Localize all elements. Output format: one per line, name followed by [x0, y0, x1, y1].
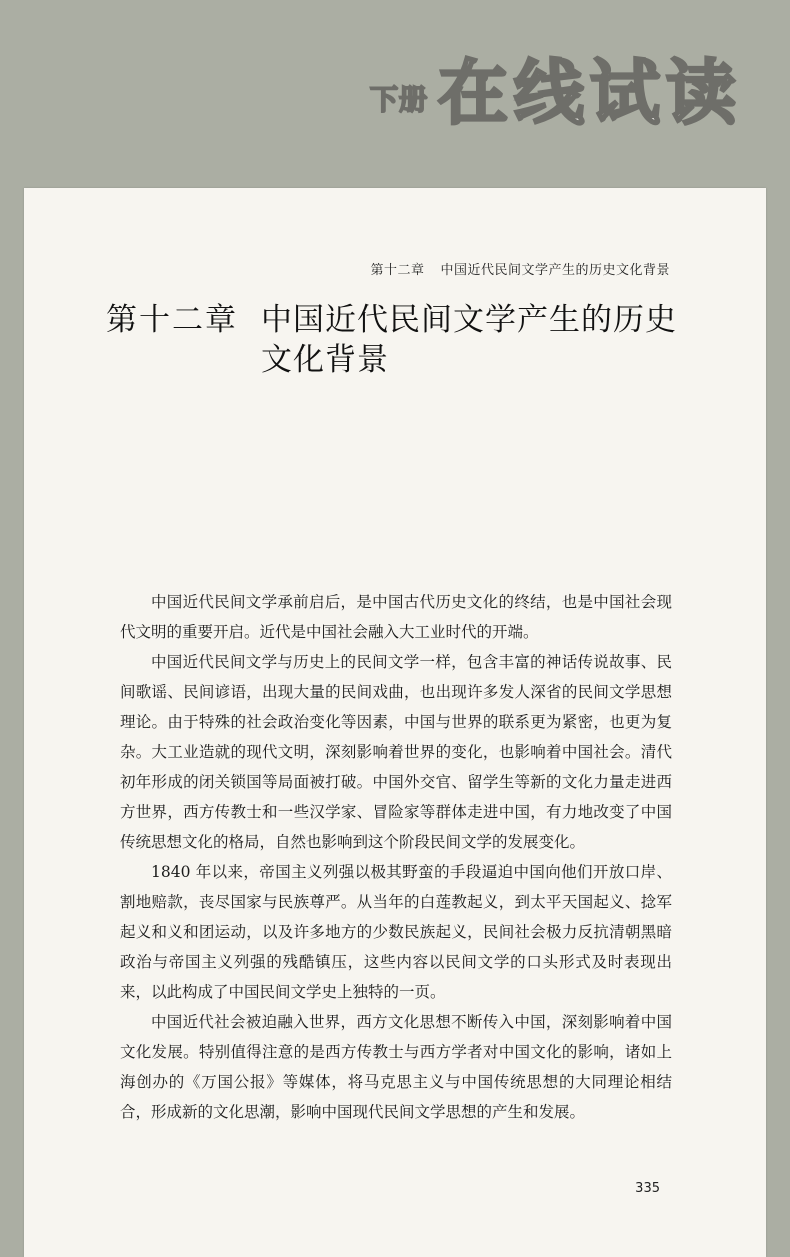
running-header-chapter: 第十二章 — [370, 263, 425, 278]
chapter-title — [106, 300, 686, 380]
chapter-number: 第十二章 — [106, 302, 238, 338]
running-header — [370, 259, 670, 278]
body-text — [120, 587, 672, 1127]
paragraph: 1840 年以来，帝国主义列强以极其野蛮的手段逼迫中国向他们开放口岸、割地赔款，丧尽国家与民族尊严。从当年的白莲教起义，到太平天国起义、捻军起义和义和团运动，以及许多地方的少数民族起义，民间社会极力反抗清朝黑暗政治与帝国主义列强的残酷镇压，这些内容以民间文学的口头形式及时表现出来，以此构成了中国民间文学史上独特的一页。 — [120, 863, 672, 1001]
paragraph: 中国近代民间文学与历史上的民间文学一样，包含丰富的神话传说故事、民间歌谣、民间谚语，出现大量的民间戏曲，也出现许多发人深省的民间文学思想理论。由于特殊的社会政治变化等因素，中国与世界的联系更为紧密，也更为复杂。大工业造就的现代文明，深刻影响着世界的变化，也影响着中国社会。清代初年形成的闭关锁国等局面被打破。中国外交官、留学生等新的文化力量走进西方世界，西方传教士和一些汉学家、冒险家等群体走进中国，有力地改变了中国传统思想文化的格局，自然也影响到这个阶段民间文学的发展变化。 — [120, 653, 672, 851]
banner-title: 在线试读 — [438, 52, 742, 134]
paragraph: 中国近代民间文学承前启后，是中国古代历史文化的终结，也是中国社会现代文明的重要开启。近代是中国社会融入大工业时代的开端。 — [120, 593, 672, 641]
paragraph: 中国近代社会被迫融入世界，西方文化思想不断传入中国，深刻影响着中国文化发展。特别值得注意的是西方传教士与西方学者对中国文化的影响，诸如上海创办的《万国公报》等媒体，将马克思主义与中国传统思想的大同理论相结合，形成新的文化思潮，影响中国现代民间文学思想的产生和发展。 — [120, 1013, 672, 1121]
banner-volume-label: 下册 — [369, 83, 428, 116]
chapter-heading: 中国近代民间文学产生的历史文化背景 — [261, 302, 677, 378]
banner — [369, 52, 742, 134]
page-number: 335 — [635, 1181, 660, 1196]
running-header-title: 中国近代民间文学产生的历史文化背景 — [440, 263, 670, 278]
book-page — [24, 188, 766, 1257]
